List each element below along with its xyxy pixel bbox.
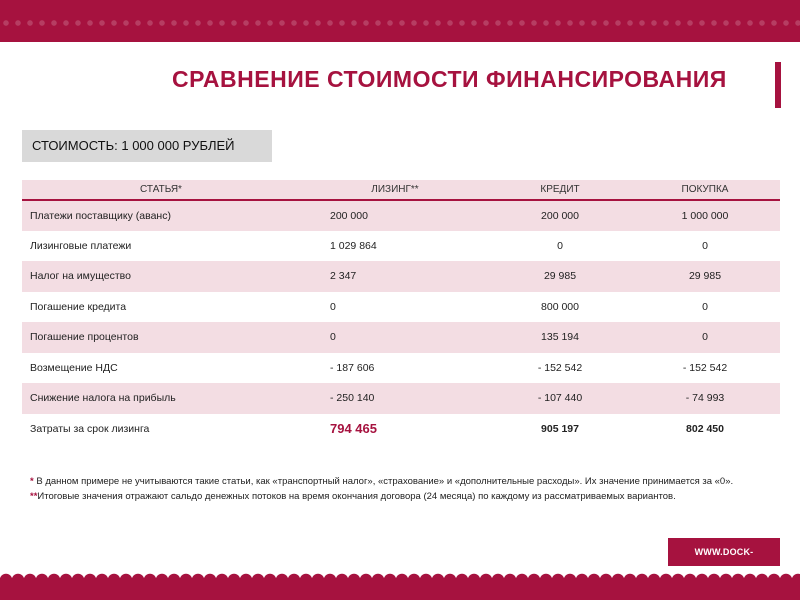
credit-value: - 152 542 [537,361,583,374]
band-scallops [0,30,800,44]
row-label: Возмещение НДС [30,361,118,374]
credit-value: 29 985 [543,270,577,283]
purchase-value: 29 985 [688,270,722,283]
footnote-2-text: Итоговые значения отражают сальдо денежных потоков на время окончания договора (24 месяца) по каждому из рассматриваемых вариантов. [37,491,676,502]
purchase-value: - 152 542 [682,361,728,374]
leasing-value: 1 029 864 [330,239,377,252]
row-label: Налог на имущество [30,270,131,283]
table-row [22,231,780,262]
table-row [22,383,780,414]
table-header-row [22,180,780,200]
footnote-1-mark: * [30,476,34,487]
cost-tag: СТОИМОСТЬ: 1 000 000 РУБЛЕЙ [22,130,272,162]
purchase-value: - 74 993 [685,392,725,405]
leasing-value: - 250 140 [330,392,375,405]
purchase-value: 0 [702,331,708,344]
footnote-1 [30,474,778,489]
table-row [22,292,780,323]
credit-total: 905 197 [541,422,579,435]
row-label: Погашение кредита [30,300,127,313]
header-credit: КРЕДИТ [490,180,630,200]
table-row [22,200,780,231]
page-title: СРАВНЕНИЕ СТОИМОСТИ ФИНАНСИРОВАНИЯ [172,66,727,92]
footnote-1-text: В данном примере не учитываются такие статьи, как «транспортный налог», «страхование» и «дополнительные расходы». Их значение принимается за «0». [33,476,734,487]
footnote-2 [30,489,778,504]
top-decorative-band [0,0,800,42]
band-dots [0,18,800,28]
table-row [22,261,780,292]
leasing-value: 2 347 [330,270,357,283]
purchase-value: 0 [702,239,708,252]
row-label: Платежи поставщику (аванс) [30,209,171,222]
leasing-value: 0 [330,331,336,344]
leasing-value: 0 [330,300,336,313]
row-label: Снижение налога на прибыль [30,392,176,405]
table-row [22,353,780,384]
purchase-value: 1 000 000 [681,209,729,222]
leasing-total: 794 465 [330,421,377,437]
credit-value: 200 000 [541,209,579,222]
purchase-total: 802 450 [686,422,724,435]
bottom-decorative-band [0,578,800,600]
header-item: СТАТЬЯ* [22,180,300,200]
credit-value: 800 000 [541,300,579,313]
footnote-2-mark: ** [30,491,38,502]
website-link[interactable]: WWW.DOCK- [668,538,780,566]
credit-value: 0 [557,239,563,252]
row-label: Погашение процентов [30,331,139,344]
table-row [22,322,780,353]
credit-value: 135 194 [541,331,579,344]
header-leasing: ЛИЗИНГ** [300,180,490,200]
leasing-value: 200 000 [330,209,368,222]
header-purchase: ПОКУПКА [630,180,780,200]
title-accent-bar [775,62,781,108]
footnotes [30,474,778,504]
row-label: Затраты за срок лизинга [30,422,150,435]
credit-value: - 107 440 [537,392,583,405]
leasing-value: - 187 606 [330,361,375,374]
row-label: Лизинговые платежи [30,239,132,252]
band-scallops [0,568,800,580]
purchase-value: 0 [702,300,708,313]
total-row [22,414,780,445]
comparison-table [22,180,780,444]
